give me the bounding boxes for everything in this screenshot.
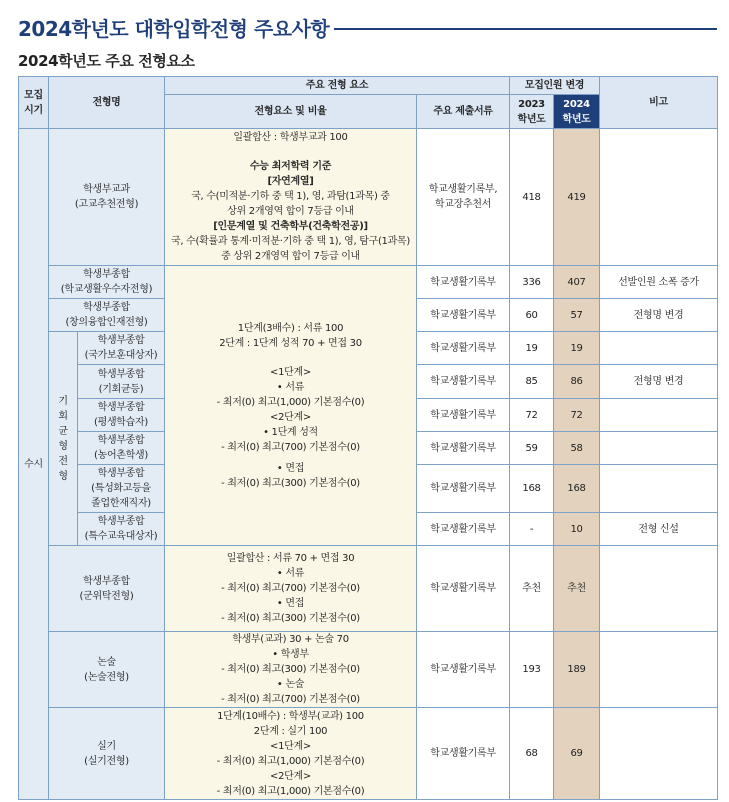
quota-2023: 193 xyxy=(510,632,554,708)
quota-2024: 72 xyxy=(554,399,600,432)
jeonhyeong-name: 논술 (논술전형) xyxy=(49,632,165,708)
elements-content: 학생부(교과) 30 + 논술 70 • 학생부 - 최저(0) 최고(300) 기본점수(0) • 논술 - 최저(0) 최고(700) 기본점수(0) xyxy=(165,632,417,708)
jeonhyeong-name: 학생부종합 (기회균등) xyxy=(78,365,165,399)
quota-2024: 추천 xyxy=(554,546,600,632)
jeonhyeong-name: 학생부종합 (학교생활우수자전형) xyxy=(49,266,165,299)
note-cell xyxy=(600,332,718,365)
documents-cell: 학교생활기록부 xyxy=(417,465,510,513)
header-2024: 2024 학년도 xyxy=(554,95,600,129)
jeonhyeong-name: 학생부종합 (특수교육대상자) xyxy=(78,513,165,546)
table-row xyxy=(19,129,718,266)
quota-2024: 69 xyxy=(554,708,600,800)
table-row xyxy=(19,708,718,800)
documents-cell: 학교생활기록부 xyxy=(417,299,510,332)
quota-2023: 68 xyxy=(510,708,554,800)
quota-2023: 19 xyxy=(510,332,554,365)
gihoe-group-label: 기 회 균 형 전 형 xyxy=(49,332,78,546)
header-quota-change: 모집인원 변경 xyxy=(510,77,600,95)
header-note: 비고 xyxy=(600,77,718,129)
jeonhyeong-name: 학생부종합 (국가보훈대상자) xyxy=(78,332,165,365)
header-2023: 2023 학년도 xyxy=(510,95,554,129)
note-cell xyxy=(600,399,718,432)
note-cell: 전형명 변경 xyxy=(600,365,718,399)
quota-2023: 336 xyxy=(510,266,554,299)
note-cell: 전형명 변경 xyxy=(600,299,718,332)
note-cell: 전형 신설 xyxy=(600,513,718,546)
quota-2023: 418 xyxy=(510,129,554,266)
jeonhyeong-name: 학생부종합 (농어촌학생) xyxy=(78,432,165,465)
documents-cell: 학교생활기록부 xyxy=(417,513,510,546)
quota-2023: 59 xyxy=(510,432,554,465)
quota-2024: 407 xyxy=(554,266,600,299)
note-cell xyxy=(600,129,718,266)
quota-2023: 추천 xyxy=(510,546,554,632)
documents-cell: 학교생활기록부, 학교장추천서 xyxy=(417,129,510,266)
table-row xyxy=(19,632,718,708)
page-title: 2024학년도 대학입학전형 주요사항 xyxy=(18,17,330,41)
quota-2024: 419 xyxy=(554,129,600,266)
header-elements-ratio: 전형요소 및 비율 xyxy=(165,95,417,129)
title-rule xyxy=(334,28,717,30)
elements-content: 일괄합산 : 서류 70 + 면접 30 • 서류 - 최저(0) 최고(700) 기본점수(0) • 면접 - 최저(0) 최고(300) 기본점수(0) xyxy=(165,546,417,632)
documents-cell: 학교생활기록부 xyxy=(417,432,510,465)
quota-2023: 85 xyxy=(510,365,554,399)
table-row xyxy=(19,546,718,632)
merged-elements-content: 1단계(3배수) : 서류 100 2단계 : 1단계 성적 70 + 면접 30 <1단계> • 서류 - 최저(0) 최고(1,000) 기본점수(0) <2단계> • 1단계 성적 - 최저(0) 최고(700) 기본점수(0) • 면접 - 최저(0) 최고(300) 기본점수(0) xyxy=(165,266,417,546)
documents-cell: 학교생활기록부 xyxy=(417,399,510,432)
jeonhyeong-name: 학생부종합 (평생학습자) xyxy=(78,399,165,432)
documents-cell: 학교생활기록부 xyxy=(417,546,510,632)
quota-2024: 168 xyxy=(554,465,600,513)
quota-2024: 58 xyxy=(554,432,600,465)
jeonhyeong-name: 학생부종합 (창의융합인재전형) xyxy=(49,299,165,332)
documents-cell: 학교생활기록부 xyxy=(417,708,510,800)
header-jeonhyeong-name: 전형명 xyxy=(49,77,165,129)
quota-2024: 19 xyxy=(554,332,600,365)
header-main-elements: 주요 전형 요소 xyxy=(165,77,510,95)
note-cell xyxy=(600,465,718,513)
elements-content: 1단계(10배수) : 학생부(교과) 100 2단계 : 실기 100 <1단계> - 최저(0) 최고(1,000) 기본점수(0) <2단계> - 최저(0) 최고(1,000) 기본점수(0) xyxy=(165,708,417,800)
elements-content: 일괄합산 : 학생부교과 100 수능 최저학력 기준 [자연계열] 국, 수(미적분·기하 중 택 1), 영, 과탐(1과목) 중 상위 2개영역 합이 7등급 이내 [인문계열 및 건축학부(건축학전공)] 국, 수(확률과 통계·미적분·기하 중 택 1), 영, 탐구(1과목) 중 상위 2개영역 합이 7등급 이내 xyxy=(165,129,417,266)
jeonhyeong-name: 실기 (실기전형) xyxy=(49,708,165,800)
quota-2023: - xyxy=(510,513,554,546)
table-row xyxy=(19,266,718,299)
documents-cell: 학교생활기록부 xyxy=(417,332,510,365)
note-cell xyxy=(600,708,718,800)
note-cell xyxy=(600,546,718,632)
documents-cell: 학교생활기록부 xyxy=(417,632,510,708)
quota-2023: 72 xyxy=(510,399,554,432)
note-cell xyxy=(600,632,718,708)
quota-2023: 168 xyxy=(510,465,554,513)
quota-2024: 10 xyxy=(554,513,600,546)
quota-2024: 57 xyxy=(554,299,600,332)
quota-2024: 86 xyxy=(554,365,600,399)
note-cell xyxy=(600,432,718,465)
jeonhyeong-name: 학생부교과 (고교추천전형) xyxy=(49,129,165,266)
quota-2023: 60 xyxy=(510,299,554,332)
documents-cell: 학교생활기록부 xyxy=(417,365,510,399)
jeonhyeong-name: 학생부종합 (특성화고등을 졸업한재직자) xyxy=(78,465,165,513)
quota-2024: 189 xyxy=(554,632,600,708)
header-mojip-sigi: 모집 시기 xyxy=(19,77,49,129)
sigi-cell: 수시 xyxy=(19,129,49,800)
jeonhyeong-name: 학생부종합 (군위탁전형) xyxy=(49,546,165,632)
section-title: 2024학년도 주요 전형요소 xyxy=(18,52,195,70)
admissions-table xyxy=(18,76,718,800)
header-documents: 주요 제출서류 xyxy=(417,95,510,129)
note-cell: 선발인원 소폭 증가 xyxy=(600,266,718,299)
documents-cell: 학교생활기록부 xyxy=(417,266,510,299)
